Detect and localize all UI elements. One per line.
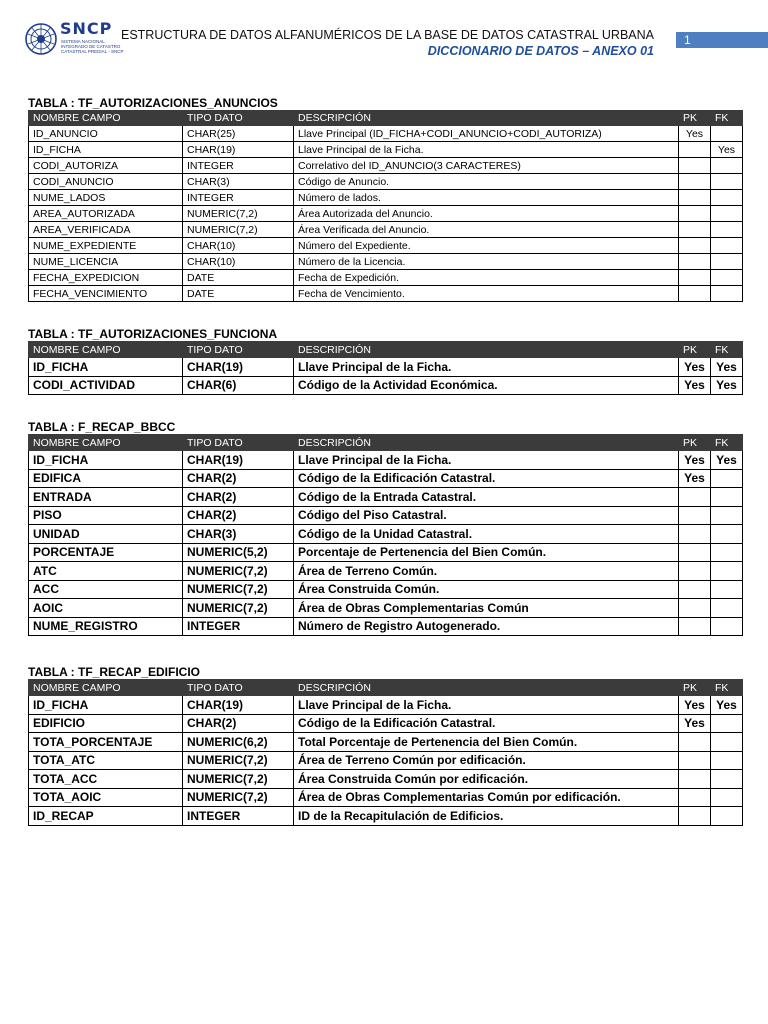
logo-text: SNCP: [60, 19, 113, 38]
cell-pk: [679, 488, 711, 507]
cell-fk: [711, 270, 743, 286]
cell-pk: [679, 617, 711, 636]
cell-field-name: NUME_REGISTRO: [29, 617, 183, 636]
cell-data-type: CHAR(25): [183, 126, 294, 142]
cell-pk: [679, 525, 711, 544]
cell-field-name: NUME_LICENCIA: [29, 254, 183, 270]
table-row: [29, 206, 743, 222]
cell-data-type: CHAR(2): [183, 469, 294, 488]
cell-pk: Yes: [679, 358, 711, 377]
table-row: [29, 358, 743, 377]
table-row: [29, 714, 743, 733]
cell-pk: [679, 543, 711, 562]
cell-field-name: PORCENTAJE: [29, 543, 183, 562]
table-title: TABLA : F_RECAP_BBCC: [28, 420, 176, 434]
cell-data-type: CHAR(19): [183, 142, 294, 158]
col-header-fk: FK: [711, 680, 743, 696]
col-header-data-type: TIPO DATO: [183, 111, 294, 126]
cell-field-name: EDIFICIO: [29, 714, 183, 733]
cell-data-type: CHAR(2): [183, 488, 294, 507]
col-header-data-type: TIPO DATO: [183, 342, 294, 358]
cell-field-name: PISO: [29, 506, 183, 525]
cell-description: Número de lados.: [294, 190, 679, 206]
table-row: [29, 562, 743, 581]
cell-field-name: TOTA_PORCENTAJE: [29, 733, 183, 752]
table-row: [29, 286, 743, 302]
cell-field-name: UNIDAD: [29, 525, 183, 544]
cell-data-type: NUMERIC(7,2): [183, 206, 294, 222]
cell-description: Llave Principal (ID_FICHA+CODI_ANUNCIO+CODI_AUTORIZA): [294, 126, 679, 142]
cell-pk: [679, 788, 711, 807]
cell-pk: Yes: [679, 696, 711, 715]
cell-field-name: TOTA_ATC: [29, 751, 183, 770]
col-header-data-type: TIPO DATO: [183, 435, 294, 451]
cell-pk: [679, 254, 711, 270]
col-header-pk: PK: [679, 435, 711, 451]
cell-fk: [711, 174, 743, 190]
cell-field-name: TOTA_AOIC: [29, 788, 183, 807]
cell-pk: [679, 807, 711, 826]
cell-data-type: INTEGER: [183, 190, 294, 206]
cell-field-name: FECHA_VENCIMIENTO: [29, 286, 183, 302]
cell-field-name: ID_ANUNCIO: [29, 126, 183, 142]
cell-pk: [679, 580, 711, 599]
cell-fk: [711, 543, 743, 562]
cell-pk: [679, 770, 711, 789]
cell-pk: [679, 158, 711, 174]
col-header-pk: PK: [679, 111, 711, 126]
cell-field-name: NUME_EXPEDIENTE: [29, 238, 183, 254]
cell-pk: [679, 562, 711, 581]
col-header-fk: FK: [711, 111, 743, 126]
cell-fk: [711, 254, 743, 270]
data-dictionary-table: [28, 679, 743, 826]
table-row: [29, 788, 743, 807]
cell-fk: [711, 222, 743, 238]
col-header-field-name: NOMBRE CAMPO: [29, 435, 183, 451]
cell-fk: [711, 506, 743, 525]
col-header-pk: PK: [679, 342, 711, 358]
cell-fk: [711, 206, 743, 222]
cell-fk: [711, 469, 743, 488]
logo-subtext: INTEGRADO DE CATASTRO: [61, 44, 121, 49]
table-title: TABLA : TF_RECAP_EDIFICIO: [28, 665, 201, 679]
cell-pk: Yes: [679, 451, 711, 470]
col-header-fk: FK: [711, 435, 743, 451]
cell-data-type: CHAR(6): [183, 376, 294, 395]
cell-description: Área Verificada del Anuncio.: [294, 222, 679, 238]
table-row: [29, 451, 743, 470]
cell-pk: Yes: [679, 126, 711, 142]
cell-data-type: CHAR(10): [183, 238, 294, 254]
cell-field-name: TOTA_ACC: [29, 770, 183, 789]
cell-field-name: ID_FICHA: [29, 142, 183, 158]
cell-data-type: CHAR(19): [183, 696, 294, 715]
cell-fk: [711, 238, 743, 254]
cell-fk: [711, 599, 743, 618]
col-header-pk: PK: [679, 680, 711, 696]
cell-pk: [679, 506, 711, 525]
cell-pk: [679, 238, 711, 254]
table-title: TABLA : TF_AUTORIZACIONES_ANUNCIOS: [28, 96, 278, 110]
cell-data-type: CHAR(19): [183, 358, 294, 377]
cell-field-name: CODI_AUTORIZA: [29, 158, 183, 174]
table-row: [29, 469, 743, 488]
cell-data-type: CHAR(2): [183, 506, 294, 525]
cell-field-name: ID_FICHA: [29, 451, 183, 470]
cell-field-name: CODI_ACTIVIDAD: [29, 376, 183, 395]
cell-description: Total Porcentaje de Pertenencia del Bien Común.: [294, 733, 679, 752]
table-header-row: [29, 435, 743, 451]
page-header: [0, 0, 768, 70]
table-section: [28, 327, 742, 395]
cell-field-name: NUME_LADOS: [29, 190, 183, 206]
cell-fk: [711, 788, 743, 807]
col-header-description: DESCRIPCIÓN: [294, 680, 679, 696]
cell-field-name: AOIC: [29, 599, 183, 618]
cell-description: Código del Piso Catastral.: [294, 506, 679, 525]
cell-data-type: NUMERIC(7,2): [183, 580, 294, 599]
table-row: [29, 770, 743, 789]
cell-description: Área Construida Común por edificación.: [294, 770, 679, 789]
cell-description: Área Construida Común.: [294, 580, 679, 599]
cell-pk: [679, 190, 711, 206]
cell-data-type: NUMERIC(5,2): [183, 543, 294, 562]
cell-description: Número de la Licencia.: [294, 254, 679, 270]
cell-description: Área de Terreno Común.: [294, 562, 679, 581]
cell-field-name: CODI_ANUNCIO: [29, 174, 183, 190]
data-dictionary-table: [28, 341, 743, 395]
cell-fk: Yes: [711, 696, 743, 715]
cell-description: ID de la Recapitulación de Edificios.: [294, 807, 679, 826]
cell-pk: Yes: [679, 376, 711, 395]
cell-pk: [679, 222, 711, 238]
table-header-row: [29, 342, 743, 358]
cell-fk: [711, 488, 743, 507]
col-header-fk: FK: [711, 342, 743, 358]
cell-data-type: CHAR(3): [183, 174, 294, 190]
cell-pk: [679, 174, 711, 190]
cell-fk: [711, 525, 743, 544]
cell-description: Llave Principal de la Ficha.: [294, 451, 679, 470]
cell-data-type: NUMERIC(7,2): [183, 770, 294, 789]
cell-field-name: AREA_AUTORIZADA: [29, 206, 183, 222]
col-header-description: DESCRIPCIÓN: [294, 435, 679, 451]
cell-description: Área de Obras Complementarias Común: [294, 599, 679, 618]
cell-fk: [711, 807, 743, 826]
cell-data-type: NUMERIC(7,2): [183, 751, 294, 770]
cell-pk: [679, 206, 711, 222]
col-header-data-type: TIPO DATO: [183, 680, 294, 696]
cell-data-type: DATE: [183, 270, 294, 286]
table-row: [29, 190, 743, 206]
cell-description: Porcentaje de Pertenencia del Bien Común.: [294, 543, 679, 562]
table-row: [29, 238, 743, 254]
cell-data-type: INTEGER: [183, 158, 294, 174]
cell-data-type: NUMERIC(6,2): [183, 733, 294, 752]
cell-pk: [679, 142, 711, 158]
cell-fk: Yes: [711, 142, 743, 158]
cell-fk: Yes: [711, 376, 743, 395]
table-row: [29, 580, 743, 599]
table-row: [29, 158, 743, 174]
cell-data-type: NUMERIC(7,2): [183, 599, 294, 618]
cell-pk: Yes: [679, 469, 711, 488]
table-row: [29, 807, 743, 826]
cell-data-type: CHAR(19): [183, 451, 294, 470]
cell-description: Llave Principal de la Ficha.: [294, 696, 679, 715]
cell-pk: [679, 751, 711, 770]
table-header-row: [29, 111, 743, 126]
cell-field-name: ATC: [29, 562, 183, 581]
cell-description: Área Autorizada del Anuncio.: [294, 206, 679, 222]
cell-description: Número del Expediente.: [294, 238, 679, 254]
cell-description: Código de la Edificación Catastral.: [294, 469, 679, 488]
table-row: [29, 525, 743, 544]
table-row: [29, 254, 743, 270]
table-row: [29, 488, 743, 507]
table-header-row: [29, 680, 743, 696]
cell-data-type: NUMERIC(7,2): [183, 222, 294, 238]
cell-data-type: NUMERIC(7,2): [183, 788, 294, 807]
cell-data-type: INTEGER: [183, 807, 294, 826]
cell-fk: [711, 714, 743, 733]
cell-data-type: INTEGER: [183, 617, 294, 636]
cell-data-type: NUMERIC(7,2): [183, 562, 294, 581]
cell-description: Área de Obras Complementarias Común por edificación.: [294, 788, 679, 807]
cell-description: Código de Anuncio.: [294, 174, 679, 190]
cell-fk: [711, 126, 743, 142]
cell-field-name: ACC: [29, 580, 183, 599]
table-row: [29, 751, 743, 770]
cell-description: Código de la Edificación Catastral.: [294, 714, 679, 733]
cell-fk: Yes: [711, 358, 743, 377]
cell-description: Código de la Entrada Catastral.: [294, 488, 679, 507]
cell-fk: Yes: [711, 451, 743, 470]
col-header-field-name: NOMBRE CAMPO: [29, 342, 183, 358]
table-row: [29, 506, 743, 525]
col-header-field-name: NOMBRE CAMPO: [29, 111, 183, 126]
table-section: [28, 96, 742, 302]
cell-pk: [679, 733, 711, 752]
cell-data-type: DATE: [183, 286, 294, 302]
cell-description: Fecha de Vencimiento.: [294, 286, 679, 302]
cell-pk: [679, 286, 711, 302]
cell-field-name: FECHA_EXPEDICION: [29, 270, 183, 286]
data-dictionary-table: [28, 110, 743, 302]
col-header-description: DESCRIPCIÓN: [294, 342, 679, 358]
table-section: [28, 420, 742, 636]
cell-pk: [679, 270, 711, 286]
table-row: [29, 126, 743, 142]
cell-fk: [711, 286, 743, 302]
table-row: [29, 376, 743, 395]
table-row: [29, 733, 743, 752]
cell-description: Código de la Unidad Catastral.: [294, 525, 679, 544]
table-section: [28, 665, 742, 826]
cell-data-type: CHAR(10): [183, 254, 294, 270]
cell-fk: [711, 770, 743, 789]
cell-description: Código de la Actividad Económica.: [294, 376, 679, 395]
cell-fk: [711, 562, 743, 581]
cell-fk: [711, 733, 743, 752]
col-header-description: DESCRIPCIÓN: [294, 111, 679, 126]
cell-description: Llave Principal de la Ficha.: [294, 142, 679, 158]
table-row: [29, 617, 743, 636]
cell-field-name: ID_FICHA: [29, 358, 183, 377]
table-row: [29, 142, 743, 158]
logo-subtext: CATASTRAL PREDIAL - SNCP: [61, 49, 124, 54]
cell-fk: [711, 617, 743, 636]
table-row: [29, 543, 743, 562]
document-title: ESTRUCTURA DE DATOS ALFANUMÉRICOS DE LA BASE DE DATOS CATASTRAL URBANA: [121, 28, 654, 42]
logo-subtext: SISTEMA NACIONAL: [61, 39, 105, 44]
table-row: [29, 696, 743, 715]
cell-description: Fecha de Expedición.: [294, 270, 679, 286]
cell-field-name: ENTRADA: [29, 488, 183, 507]
cell-field-name: ID_FICHA: [29, 696, 183, 715]
cell-pk: Yes: [679, 714, 711, 733]
table-row: [29, 270, 743, 286]
table-title: TABLA : TF_AUTORIZACIONES_FUNCIONA: [28, 327, 278, 341]
cell-description: Área de Terreno Común por edificación.: [294, 751, 679, 770]
cell-field-name: ID_RECAP: [29, 807, 183, 826]
cell-description: Llave Principal de la Ficha.: [294, 358, 679, 377]
data-dictionary-table: [28, 434, 743, 636]
document-subtitle: DICCIONARIO DE DATOS – ANEXO 01: [427, 44, 654, 58]
cell-fk: [711, 158, 743, 174]
cell-data-type: CHAR(3): [183, 525, 294, 544]
page-number: 1: [676, 32, 768, 48]
cell-description: Número de Registro Autogenerado.: [294, 617, 679, 636]
cell-fk: [711, 580, 743, 599]
cell-field-name: EDIFICA: [29, 469, 183, 488]
cell-data-type: CHAR(2): [183, 714, 294, 733]
table-row: [29, 222, 743, 238]
table-row: [29, 174, 743, 190]
cell-fk: [711, 751, 743, 770]
cell-fk: [711, 190, 743, 206]
cell-description: Correlativo del ID_ANUNCIO(3 CARACTERES): [294, 158, 679, 174]
cell-field-name: AREA_VERIFICADA: [29, 222, 183, 238]
table-row: [29, 599, 743, 618]
cell-pk: [679, 599, 711, 618]
col-header-field-name: NOMBRE CAMPO: [29, 680, 183, 696]
